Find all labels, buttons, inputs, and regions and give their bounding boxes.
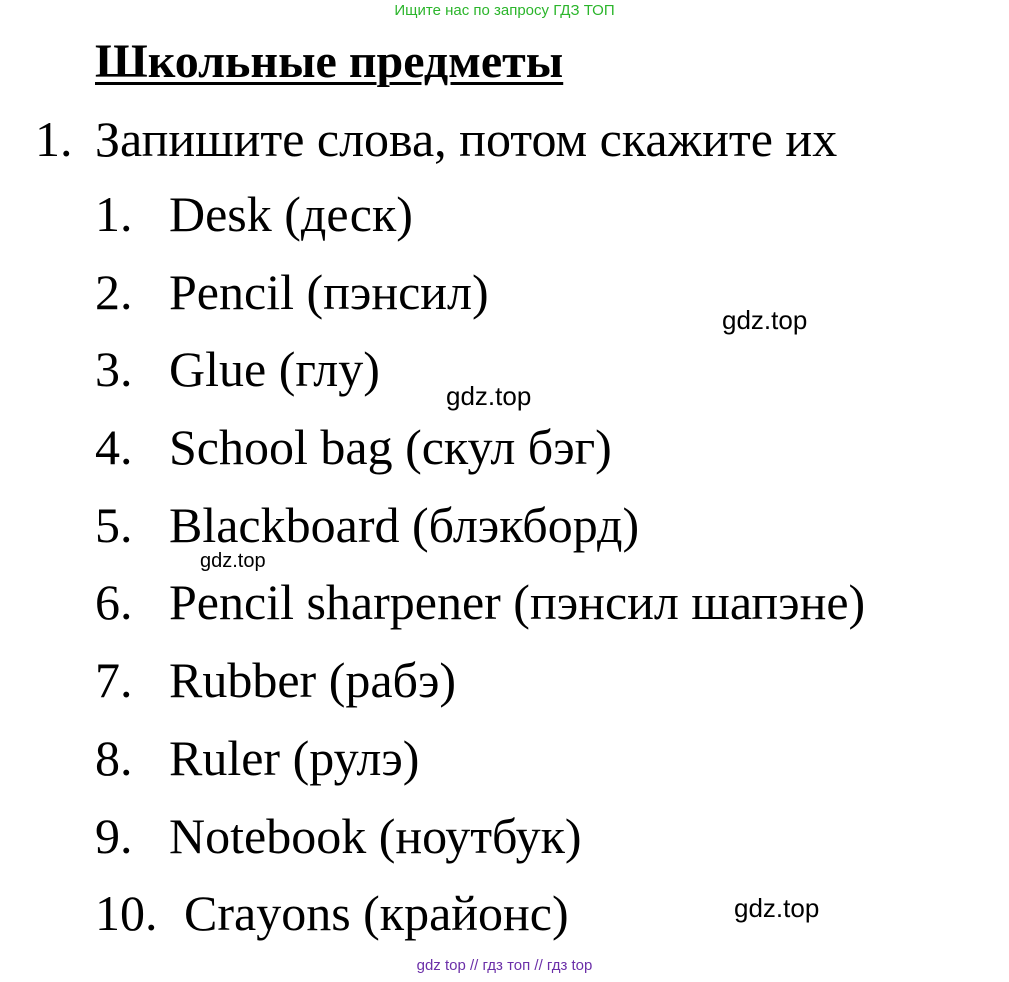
item-text: Pencil sharpener (пэнсил шапэне) <box>169 574 866 631</box>
item-number: 3. <box>95 341 133 398</box>
list-item <box>95 183 865 261</box>
item-text: Pencil (пэнсил) <box>169 263 489 320</box>
item-number: 8. <box>95 729 133 786</box>
item-text: Desk (деск) <box>169 186 413 242</box>
list-item <box>95 649 865 727</box>
task-number: 1. <box>35 111 73 167</box>
watermark: gdz.top <box>200 550 266 572</box>
item-text: Crayons (крайонс) <box>184 885 569 942</box>
item-number: 4. <box>95 419 133 476</box>
watermark: gdz.top <box>734 893 820 923</box>
item-number: 10. <box>95 885 158 942</box>
item-number: 1. <box>95 186 133 242</box>
list-item <box>95 727 865 805</box>
item-text: School bag (скул бэг) <box>169 419 612 476</box>
item-number: 7. <box>95 652 133 709</box>
item-number: 2. <box>95 263 133 320</box>
task-heading <box>35 108 837 170</box>
list-item <box>95 571 865 649</box>
item-text: Ruler (рулэ) <box>169 729 420 786</box>
item-number: 9. <box>95 807 133 864</box>
task-text: Запишите слова, потом скажите их <box>95 111 838 167</box>
list-item <box>95 416 865 494</box>
watermark: gdz.top <box>722 305 808 335</box>
header-banner: Ищите нас по запросу ГДЗ ТОП <box>394 2 615 19</box>
footer-banner: gdz top // гдз топ // гдз top <box>416 957 593 974</box>
item-number: 6. <box>95 574 133 631</box>
item-text: Rubber (рабэ) <box>169 652 457 709</box>
list-item <box>95 805 865 883</box>
watermark: gdz.top <box>446 381 532 411</box>
item-text: Glue (глу) <box>169 341 380 398</box>
item-number: 5. <box>95 496 133 553</box>
page-title: Школьные предметы <box>95 35 564 88</box>
item-text: Blackboard (блэкборд) <box>169 496 640 553</box>
item-text: Notebook (ноутбук) <box>169 807 582 864</box>
